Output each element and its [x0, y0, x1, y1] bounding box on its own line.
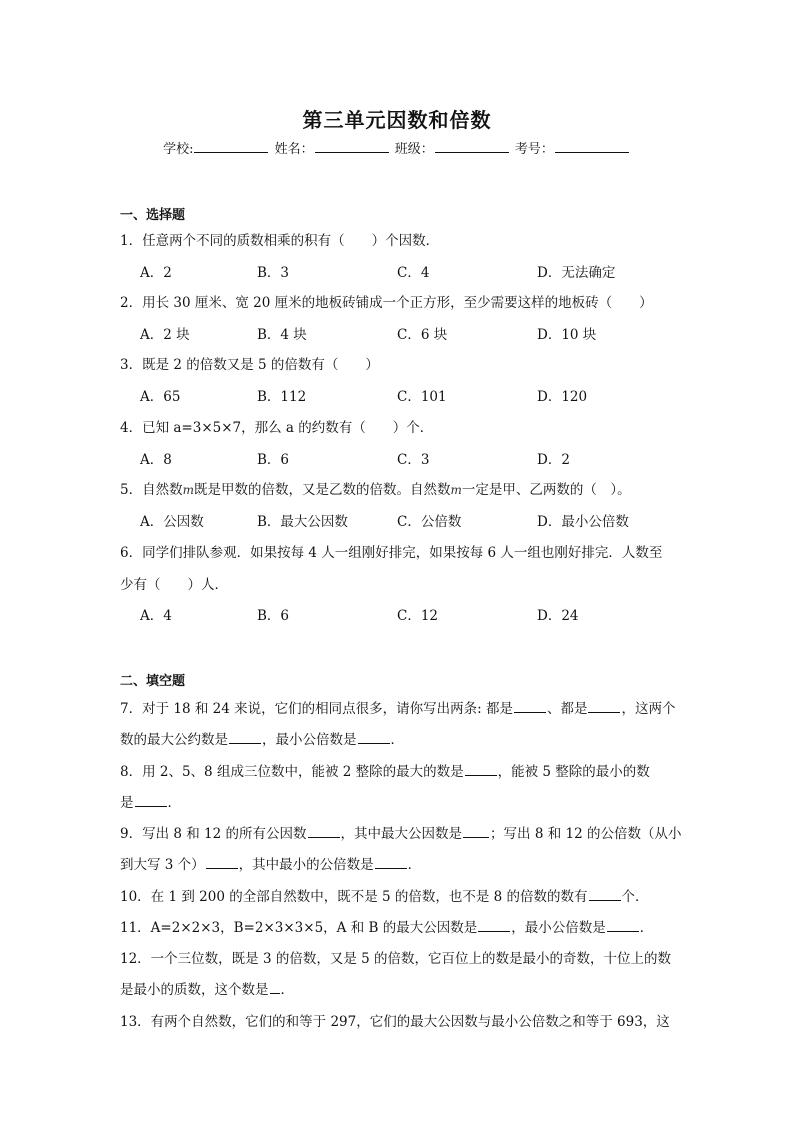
question-6-line-2: 少有（ ）人． — [120, 577, 228, 593]
question-2: 2．用长 30 厘米、宽 20 厘米的地板砖铺成一个正方形，至少需要这样的地板砖（ ） — [120, 295, 653, 311]
option-c[interactable]: C．3 — [397, 452, 430, 468]
question-8-line-2 — [120, 791, 181, 811]
answer-blank[interactable] — [135, 794, 167, 807]
option-d[interactable]: D．2 — [537, 452, 570, 468]
question-5-mid: 既是甲数的倍数，又是乙数的倍数。自然数 — [193, 482, 451, 498]
option-a[interactable]: A．2 — [140, 265, 172, 281]
answer-blank[interactable] — [375, 856, 407, 869]
q7-text-d: 数的最大公约数是 — [120, 732, 228, 748]
answer-blank[interactable] — [206, 856, 238, 869]
option-a[interactable]: A．2 块 — [140, 327, 190, 343]
page-title: 第三单元因数和倍数 — [302, 108, 492, 132]
q8-text-b: ，能被 5 整除的最小的数 — [497, 764, 650, 780]
option-b[interactable]: B．4 块 — [257, 327, 307, 343]
question-13-line-1: 13．有两个自然数，它们的和等于 297，它们的最大公因数与最小公倍数之和等于 693，这 — [120, 1014, 670, 1030]
variable-m: m — [182, 483, 194, 497]
option-d[interactable]: D．无法确定 — [537, 265, 616, 281]
question-12-line-1: 12．一个三位数，既是 3 的倍数，又是 5 的倍数，它百位上的数是最小的奇数，十位上的数 — [120, 951, 672, 967]
option-a[interactable]: A．65 — [140, 389, 181, 405]
question-9-line-1 — [120, 822, 681, 842]
answer-blank[interactable] — [589, 888, 621, 901]
q8-text-c: 是 — [120, 795, 134, 811]
option-b[interactable]: B．6 — [257, 452, 290, 468]
question-11 — [120, 916, 653, 936]
name-label: 姓名： — [274, 142, 314, 157]
section-heading-choice: 一、选择题 — [120, 208, 186, 223]
number-blank[interactable] — [555, 140, 629, 153]
answer-blank[interactable] — [463, 825, 489, 838]
question-12-line-2 — [120, 978, 294, 998]
q8-text-d: ． — [167, 795, 181, 811]
q9-text-a: 9．写出 8 和 12 的所有公因数 — [120, 826, 307, 842]
q9-text-f: ． — [407, 857, 422, 873]
q7-text-e: ，最小公倍数是 — [262, 732, 357, 748]
q9-text-c: ；写出 8 和 12 的公倍数（从小 — [490, 826, 682, 842]
q11-text-c: ． — [639, 920, 654, 936]
option-b[interactable]: B．112 — [257, 389, 307, 405]
option-b[interactable]: B．最大公因数 — [257, 514, 348, 530]
q11-text-b: ，最小公倍数是 — [511, 920, 606, 936]
q12-text-c: ． — [280, 982, 294, 998]
student-info-line — [0, 138, 794, 157]
question-10 — [120, 885, 649, 905]
answer-blank[interactable] — [478, 919, 510, 932]
q7-text-b: 、都是 — [546, 701, 588, 717]
q7-text-a: 7．对于 18 和 24 来说，它们的相同点很多，请你写出两条: 都是 — [120, 701, 513, 717]
question-3: 3．既是 2 的倍数又是 5 的倍数有（ ） — [120, 357, 379, 373]
q9-text-e: ，其中最小的公倍数是 — [238, 857, 374, 873]
option-d[interactable]: D．10 块 — [537, 327, 597, 343]
question-5-prefix: 5．自然数 — [120, 482, 183, 498]
option-a[interactable]: A．8 — [140, 452, 172, 468]
answer-blank[interactable] — [514, 700, 546, 713]
option-a[interactable]: A．4 — [140, 608, 172, 624]
q7-text-c: ，这两个 — [621, 701, 676, 717]
question-7-line-1 — [120, 697, 675, 717]
answer-blank[interactable] — [607, 919, 639, 932]
option-c[interactable]: C．101 — [397, 389, 447, 405]
answer-blank[interactable] — [229, 731, 261, 744]
q9-text-b: ，其中最大公因数是 — [340, 826, 463, 842]
option-b[interactable]: B．3 — [257, 265, 290, 281]
question-6-line-1: 6．同学们排队参观．如果按每 4 人一组刚好排完，如果按每 6 人一组也刚好排完．人数至 — [120, 545, 663, 561]
option-a[interactable]: A．公因数 — [140, 514, 204, 530]
variable-m: m — [450, 483, 462, 497]
answer-blank[interactable] — [465, 763, 497, 776]
question-1: 1．任意两个不同的质数相乘的积有（ ）个因数． — [120, 233, 440, 249]
question-8-line-1 — [120, 760, 650, 780]
q12-text-b: 是最小的质数，这个数是 — [120, 982, 269, 998]
class-label: 班级： — [394, 142, 434, 157]
option-c[interactable]: C．12 — [397, 608, 439, 624]
school-blank[interactable] — [194, 140, 268, 153]
option-b[interactable]: B．6 — [257, 608, 290, 624]
section-heading-fill: 二、填空题 — [120, 674, 186, 689]
name-blank[interactable] — [315, 140, 389, 153]
option-d[interactable]: D．120 — [537, 389, 588, 405]
question-7-line-2 — [120, 728, 404, 748]
q10-text-a: 10．在 1 到 200 的全部自然数中，既不是 5 的倍数，也不是 8 的倍数的数有 — [120, 889, 588, 905]
question-5 — [120, 478, 631, 498]
q9-text-d: 到大写 3 个） — [120, 857, 205, 873]
option-c[interactable]: C．公倍数 — [397, 514, 462, 530]
question-4: 4．已知 a=3×5×7，那么 a 的约数有（ ）个． — [120, 420, 434, 436]
q10-text-b: 个． — [621, 889, 649, 905]
option-d[interactable]: D．24 — [537, 608, 579, 624]
q7-text-f: ． — [390, 732, 404, 748]
answer-blank[interactable] — [270, 981, 280, 994]
q8-text-a: 8．用 2、5、8 组成三位数中，能被 2 整除的最大的数是 — [120, 764, 464, 780]
option-d[interactable]: D．最小公倍数 — [537, 514, 629, 530]
class-blank[interactable] — [435, 140, 509, 153]
number-label: 考号： — [514, 142, 554, 157]
answer-blank[interactable] — [358, 731, 390, 744]
school-label: 学校: — [163, 142, 194, 157]
question-5-suffix: 一定是甲、乙两数的（ ）。 — [461, 482, 631, 498]
answer-blank[interactable] — [588, 700, 620, 713]
option-c[interactable]: C．6 块 — [397, 327, 448, 343]
option-c[interactable]: C．4 — [397, 265, 430, 281]
answer-blank[interactable] — [308, 825, 340, 838]
q11-text-a: 11．A=2×2×3，B=2×3×3×5，A 和 B 的最大公因数是 — [120, 920, 478, 936]
question-9-line-2 — [120, 853, 421, 873]
